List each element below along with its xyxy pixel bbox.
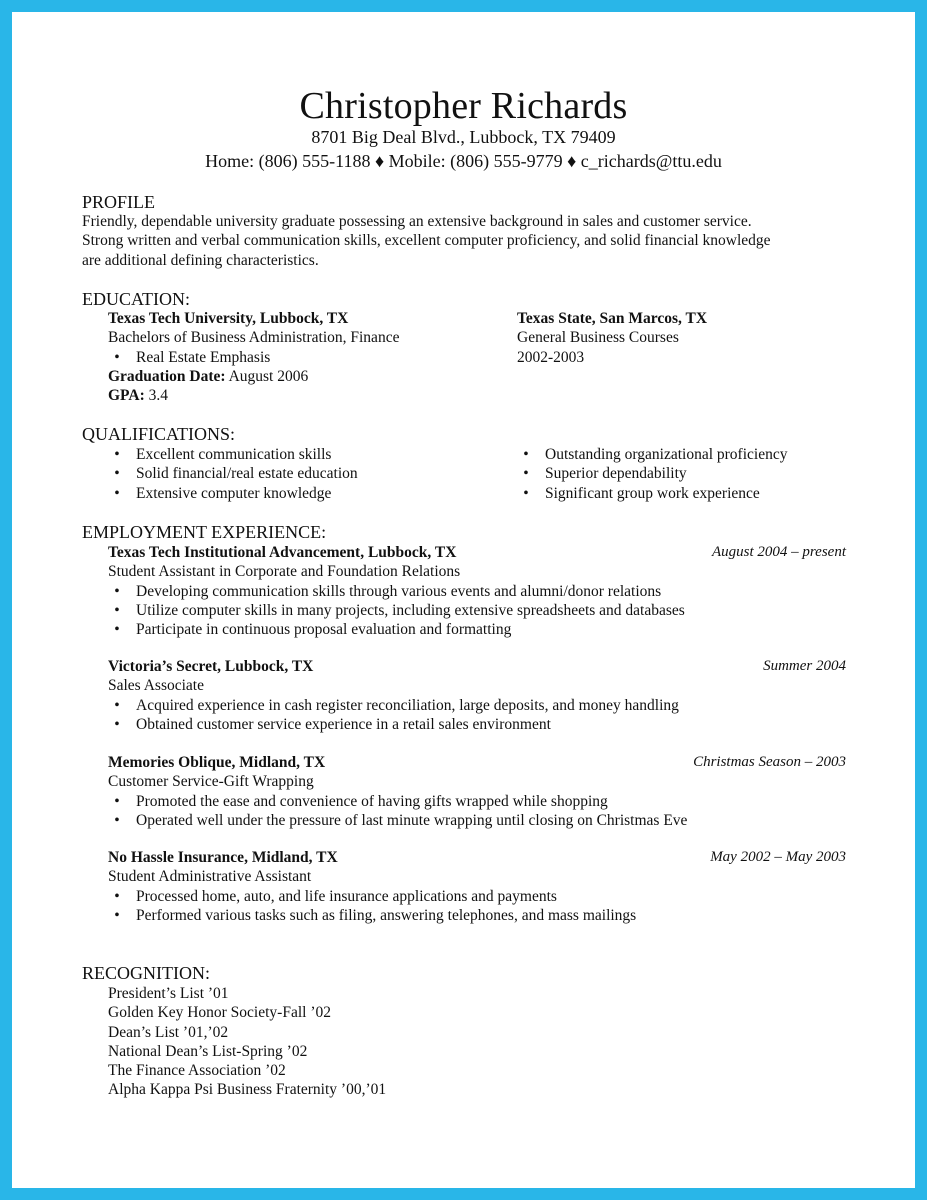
- list-item: [108, 582, 846, 601]
- bullet-icon: •: [114, 348, 120, 366]
- job-employer: Texas Tech Institutional Advancement, Lubbock, TX: [108, 544, 457, 561]
- education-left: [108, 309, 498, 405]
- list-item: [108, 906, 846, 925]
- job-employer: Memories Oblique, Midland, TX: [108, 754, 326, 771]
- qualification-text: Excellent communication skills: [136, 446, 332, 463]
- bullet-icon: •: [114, 906, 120, 924]
- job-dates: May 2002 – May 2003: [710, 849, 846, 865]
- qualification-text: Significant group work experience: [545, 484, 760, 502]
- recognition-heading: RECOGNITION:: [82, 963, 210, 983]
- recognition-item: National Dean’s List-Spring ’02: [108, 1042, 308, 1060]
- bullet-icon: •: [114, 484, 120, 502]
- list-item: [108, 792, 846, 811]
- recognition-list: [108, 984, 608, 1100]
- list-item: [108, 811, 846, 830]
- job-duty: Processed home, auto, and life insurance applications and payments: [136, 887, 557, 905]
- profile-summary: [82, 212, 842, 270]
- recognition-item: Alpha Kappa Psi Business Fraternity ’00,’01: [108, 1081, 387, 1099]
- bullet-icon: •: [114, 696, 120, 714]
- qualifications-heading: QUALIFICATIONS:: [82, 424, 235, 444]
- job-duty: Acquired experience in cash register reconciliation, large deposits, and money handling: [136, 696, 679, 714]
- candidate-name: Christopher Richards: [299, 85, 628, 127]
- bullet-icon: •: [523, 446, 529, 463]
- job-dates: Summer 2004: [763, 658, 846, 674]
- qualification-text: Outstanding organizational proficiency: [545, 446, 788, 463]
- education-heading: EDUCATION:: [82, 289, 190, 309]
- job-duty: Promoted the ease and convenience of having gifts wrapped while shopping: [136, 792, 608, 810]
- job-entry: [108, 753, 846, 830]
- job-dates: Christmas Season – 2003: [693, 754, 846, 770]
- job-duty: Obtained customer service experience in a retail sales environment: [136, 715, 551, 733]
- gpa-label: GPA:: [108, 387, 145, 405]
- job-title: Customer Service-Gift Wrapping: [108, 773, 314, 791]
- bullet-icon: •: [114, 601, 120, 619]
- job-entry: [108, 657, 846, 734]
- job-employer: Victoria’s Secret, Lubbock, TX: [108, 658, 314, 675]
- job-employer: No Hassle Insurance, Midland, TX: [108, 849, 338, 866]
- graduation-label: Graduation Date:: [108, 367, 226, 385]
- list-item: [517, 464, 847, 483]
- education-program: General Business Courses: [517, 329, 679, 347]
- job-dates: August 2004 – present: [711, 544, 846, 560]
- job-entry: [108, 543, 846, 639]
- address-line: 8701 Big Deal Blvd., Lubbock, TX 79409: [311, 127, 616, 147]
- qualifications-left: [108, 445, 498, 503]
- profile-line: are additional defining characteristics.: [82, 251, 319, 269]
- qualification-text: Superior dependability: [545, 465, 687, 483]
- gpa: [108, 386, 498, 405]
- job-title: Student Administrative Assistant: [108, 868, 312, 886]
- education-school: Texas Tech University, Lubbock, TX: [108, 310, 349, 327]
- education-degree: Bachelors of Business Administration, Finance: [108, 329, 400, 347]
- list-item: [108, 445, 498, 464]
- education-bullet: Real Estate Emphasis: [136, 348, 271, 366]
- job-duty: Operated well under the pressure of last minute wrapping until closing on Christmas Eve: [136, 811, 688, 829]
- list-item: [517, 484, 847, 503]
- bullet-icon: •: [114, 621, 120, 639]
- list-item: [108, 348, 498, 367]
- job-duty: Participate in continuous proposal evaluation and formatting: [136, 621, 512, 639]
- education-years: 2002-2003: [517, 348, 585, 366]
- list-item: [108, 620, 846, 639]
- bullet-icon: •: [114, 887, 120, 905]
- profile-line: Strong written and verbal communication skills, excellent computer proficiency, and solid financial knowledge: [82, 232, 771, 250]
- bullet-icon: •: [114, 792, 120, 810]
- list-item: [517, 445, 847, 464]
- gpa-value: 3.4: [144, 387, 168, 405]
- employment-heading: EMPLOYMENT EXPERIENCE:: [82, 522, 327, 542]
- recognition-item: The Finance Association ’02: [108, 1062, 286, 1080]
- education-right: [517, 309, 847, 367]
- bullet-icon: •: [523, 465, 529, 483]
- graduation-date: [108, 367, 498, 386]
- list-item: [108, 887, 846, 906]
- job-duty: Utilize computer skills in many projects, including extensive spreadsheets and databases: [136, 601, 685, 619]
- job-duty: Developing communication skills through various events and alumni/donor relations: [136, 582, 662, 600]
- contact-line: Home: (806) 555-1188 ♦ Mobile: (806) 555-9779 ♦ c_richards@ttu.edu: [205, 151, 722, 171]
- recognition-item: President’s List ’01: [108, 985, 229, 1002]
- qualification-text: Extensive computer knowledge: [136, 484, 332, 502]
- bullet-icon: •: [114, 582, 120, 600]
- bullet-icon: •: [114, 446, 120, 463]
- bullet-icon: •: [114, 715, 120, 733]
- job-duty: Performed various tasks such as filing, answering telephones, and mass mailings: [136, 906, 637, 924]
- bullet-icon: •: [523, 484, 529, 502]
- graduation-value: August 2006: [225, 367, 309, 385]
- list-item: [108, 484, 498, 503]
- job-title: Sales Associate: [108, 677, 204, 695]
- list-item: [108, 696, 846, 715]
- profile-heading: PROFILE: [82, 192, 156, 212]
- qualifications-right: [517, 445, 847, 503]
- profile-line: Friendly, dependable university graduate possessing an extensive background in sales and customer service.: [82, 213, 752, 230]
- qualification-text: Solid financial/real estate education: [136, 465, 358, 483]
- job-entry: [108, 848, 846, 925]
- list-item: [108, 715, 846, 734]
- bullet-icon: •: [114, 811, 120, 829]
- recognition-item: Dean’s List ’01,’02: [108, 1023, 229, 1041]
- bullet-icon: •: [114, 465, 120, 483]
- list-item: [108, 464, 498, 483]
- list-item: [108, 601, 846, 620]
- education-school: Texas State, San Marcos, TX: [517, 310, 708, 327]
- recognition-item: Golden Key Honor Society-Fall ’02: [108, 1004, 331, 1022]
- job-title: Student Assistant in Corporate and Foundation Relations: [108, 563, 461, 581]
